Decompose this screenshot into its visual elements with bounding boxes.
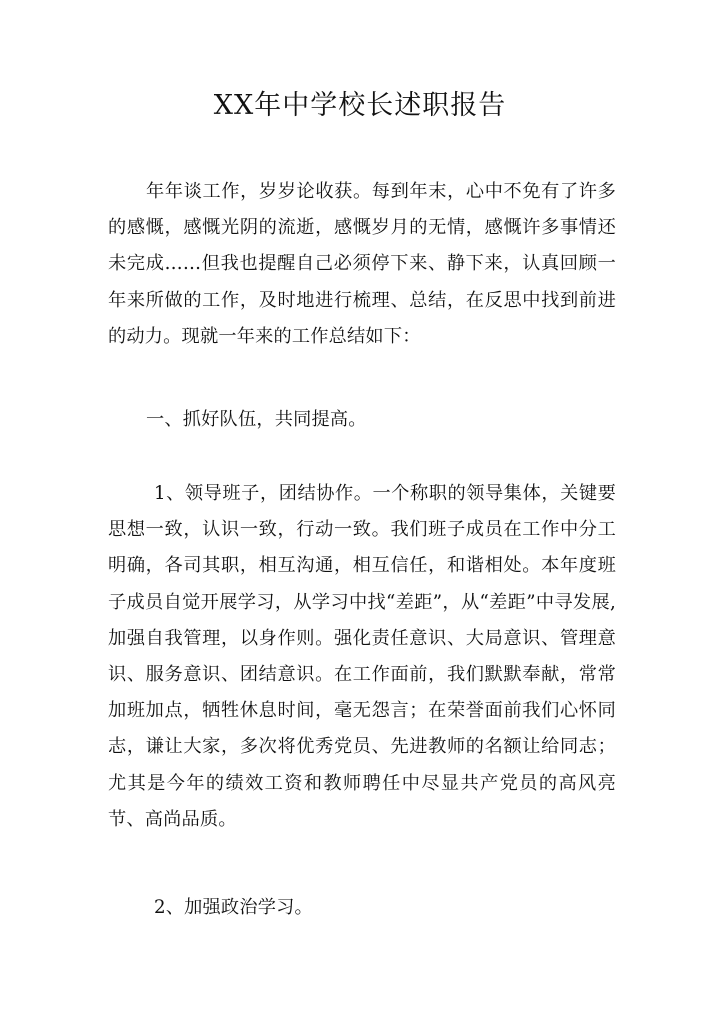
subsection-heading: 2、加强政治学习。	[154, 897, 313, 918]
document-title: XX年中学校长述职报告	[213, 90, 507, 121]
intro-paragraph: 年年谈工作，岁岁论收获。每到年末，心中不免有了许多的感慨，感慨光阴的流逝，感慨岁月的无情，感慨许多事情还未完成……但我也提醒自己必须停下来、静下来，认真回顾一年来所做的工作，及时地进行梳理、总结，在反思中找到前进的动力。现就一年来的工作总结如下：	[108, 181, 616, 347]
subsection-paragraph: 1、领导班子，团结协作。一个称职的领导集体，关键要思想一致，认识一致，行动一致。我们班子成员在工作中分工明确，各司其职，相互沟通，相互信任，和谐相处。本年度班子成员自觉开展学习，从学习中找“差距”，从“差距”中寻发展,加强自我管理，以身作则。强化责任意识、大局意识、管理意识、服务意识、团结意识。在工作面前，我们默默奉献，常常加班加点，牺牲休息时间，毫无怨言；在荣誉面前我们心怀同志，谦让大家，多次将优秀党员、先进教师的名额让给同志；尤其是今年的绩效工资和教师聘任中尽显共产党员的高风亮节、高尚品质。	[108, 483, 616, 830]
section-heading: 一、抓好队伍，共同提高。	[146, 409, 367, 430]
